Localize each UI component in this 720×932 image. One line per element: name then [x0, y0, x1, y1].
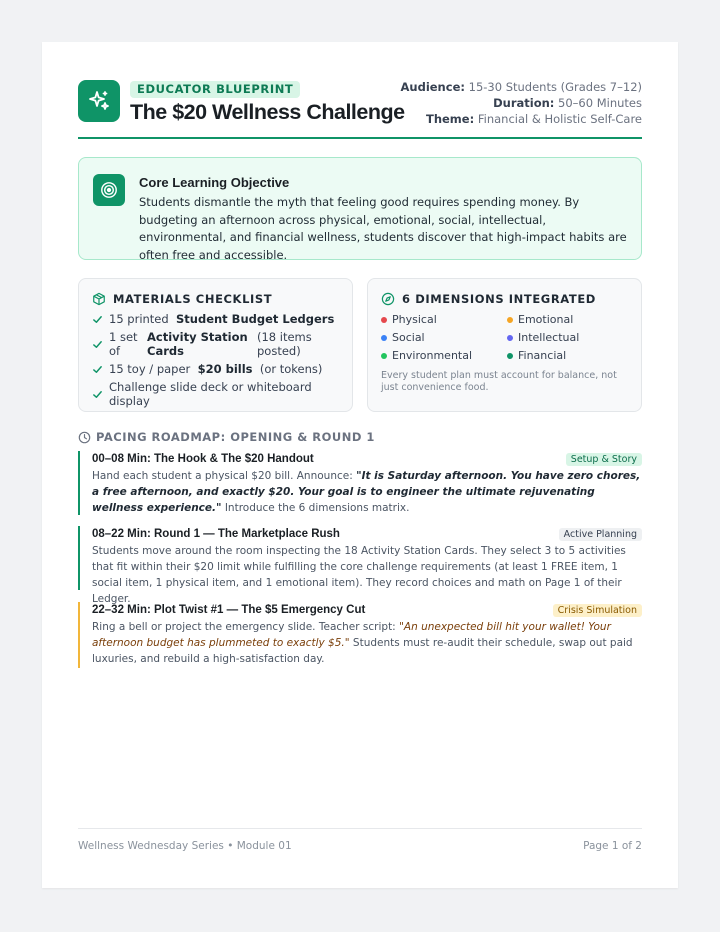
- header-meta: [401, 79, 643, 127]
- dimension-item: Social: [381, 331, 507, 344]
- pacing-title: PACING ROADMAP: OPENING & ROUND 1: [96, 430, 375, 444]
- segment-title: 00–08 Min: The Hook & The $20 Handout: [92, 453, 314, 465]
- segment-tag: Crisis Simulation: [553, 604, 642, 617]
- materials-item: 15 toy / paper $20 bills (or tokens): [92, 362, 344, 376]
- document-badge: EDUCATOR BLUEPRINT: [130, 81, 300, 98]
- footer-series: Wellness Wednesday Series • Module 01: [78, 840, 292, 852]
- materials-item: Challenge slide deck or whiteboard display: [92, 380, 344, 408]
- meta-theme: Theme: Financial & Holistic Self-Care: [425, 112, 642, 126]
- dimension-dot: [507, 335, 513, 341]
- segment-text: Ring a bell or project the emergency slide. Teacher script: "An unexpected bill hit your wallet! Your afternoon budget has plummeted to exactly $5." Students must re-audit their schedule, swap out paid luxuries, and rebuild a high-satisfaction day.: [92, 621, 633, 665]
- page-number: Page 1 of 2: [583, 840, 642, 852]
- materials-card: [78, 278, 353, 412]
- check-icon: [92, 314, 109, 325]
- compass-icon: [381, 292, 395, 306]
- dimension-dot: [381, 353, 387, 359]
- dimension-item: Environmental: [381, 349, 507, 362]
- meta-duration: Duration: 50–60 Minutes: [493, 96, 642, 110]
- sparkles-icon: [78, 80, 120, 122]
- materials-heading: [92, 292, 272, 306]
- objective-title: Core Learning Objective: [139, 175, 290, 190]
- pacing-segment: [78, 451, 642, 515]
- dimensions-title: 6 DIMENSIONS INTEGRATED: [402, 292, 596, 306]
- materials-item: 15 printed Student Budget Ledgers: [92, 312, 344, 326]
- header: [78, 79, 642, 139]
- segment-title: 22–32 Min: Plot Twist #1 — The $5 Emergency Cut: [92, 604, 366, 616]
- clock-icon: [78, 431, 91, 444]
- materials-list: [92, 312, 344, 412]
- dimensions-grid: [381, 313, 631, 362]
- dimension-item: Intellectual: [507, 331, 631, 344]
- segment-tag: Setup & Story: [566, 453, 642, 466]
- segment-text: Hand each student a physical $20 bill. Announce: "It is Saturday afternoon. You have zero chores, a free afternoon, and exactly $20. Your goal is to engineer the ultimate rejuvenating wellness experience." Introduce the 6 dimensions matrix.: [92, 470, 641, 514]
- dimension-item: Financial: [507, 349, 631, 362]
- materials-title: MATERIALS CHECKLIST: [113, 292, 273, 306]
- package-icon: [92, 292, 106, 306]
- page-title: The $20 Wellness Challenge: [130, 100, 405, 124]
- segment-text: Students move around the room inspecting the 18 Activity Station Cards. They select 3 to 5 activities that fit within their $20 limit while fulfilling the core challenge requirements (at least 1 FREE item, 1 social item, 1 physical item, and 1 emotional item). They record choices and math on Page 1 of their Ledger.: [92, 545, 626, 605]
- dimensions-heading: [381, 292, 596, 306]
- pacing-segment: [78, 602, 642, 668]
- footer-divider: [78, 828, 642, 829]
- segment-tag: Active Planning: [559, 528, 642, 541]
- dimension-item: Emotional: [507, 313, 631, 326]
- segment-title: 08–22 Min: Round 1 — The Marketplace Rush: [92, 528, 340, 540]
- check-icon: [92, 339, 109, 350]
- check-icon: [92, 389, 109, 400]
- objective-text: Students dismantle the myth that feeling good requires spending money. By budgeting an afternoon across physical, emotional, social, intellectual, environmental, and financial wellness, students discover that high-impact habits are often free and accessible.: [139, 195, 627, 262]
- objective-panel: [78, 157, 642, 260]
- target-icon: [93, 174, 125, 206]
- dimensions-note: Every student plan must account for balance, not just convenience food.: [381, 370, 617, 393]
- document-page: [42, 42, 678, 888]
- dimension-dot: [507, 353, 513, 359]
- materials-item: 1 set of Activity Station Cards (18 items posted): [92, 330, 344, 358]
- header-divider: [78, 137, 642, 139]
- dimension-dot: [381, 335, 387, 341]
- dimension-dot: [381, 317, 387, 323]
- check-icon: [92, 364, 109, 375]
- dimension-item: Physical: [381, 313, 507, 326]
- pacing-heading: [78, 430, 375, 444]
- dimensions-card: [367, 278, 642, 412]
- dimension-dot: [507, 317, 513, 323]
- pacing-segment: [78, 526, 642, 605]
- meta-audience: Audience: 15-30 Students (Grades 7–12): [400, 80, 642, 94]
